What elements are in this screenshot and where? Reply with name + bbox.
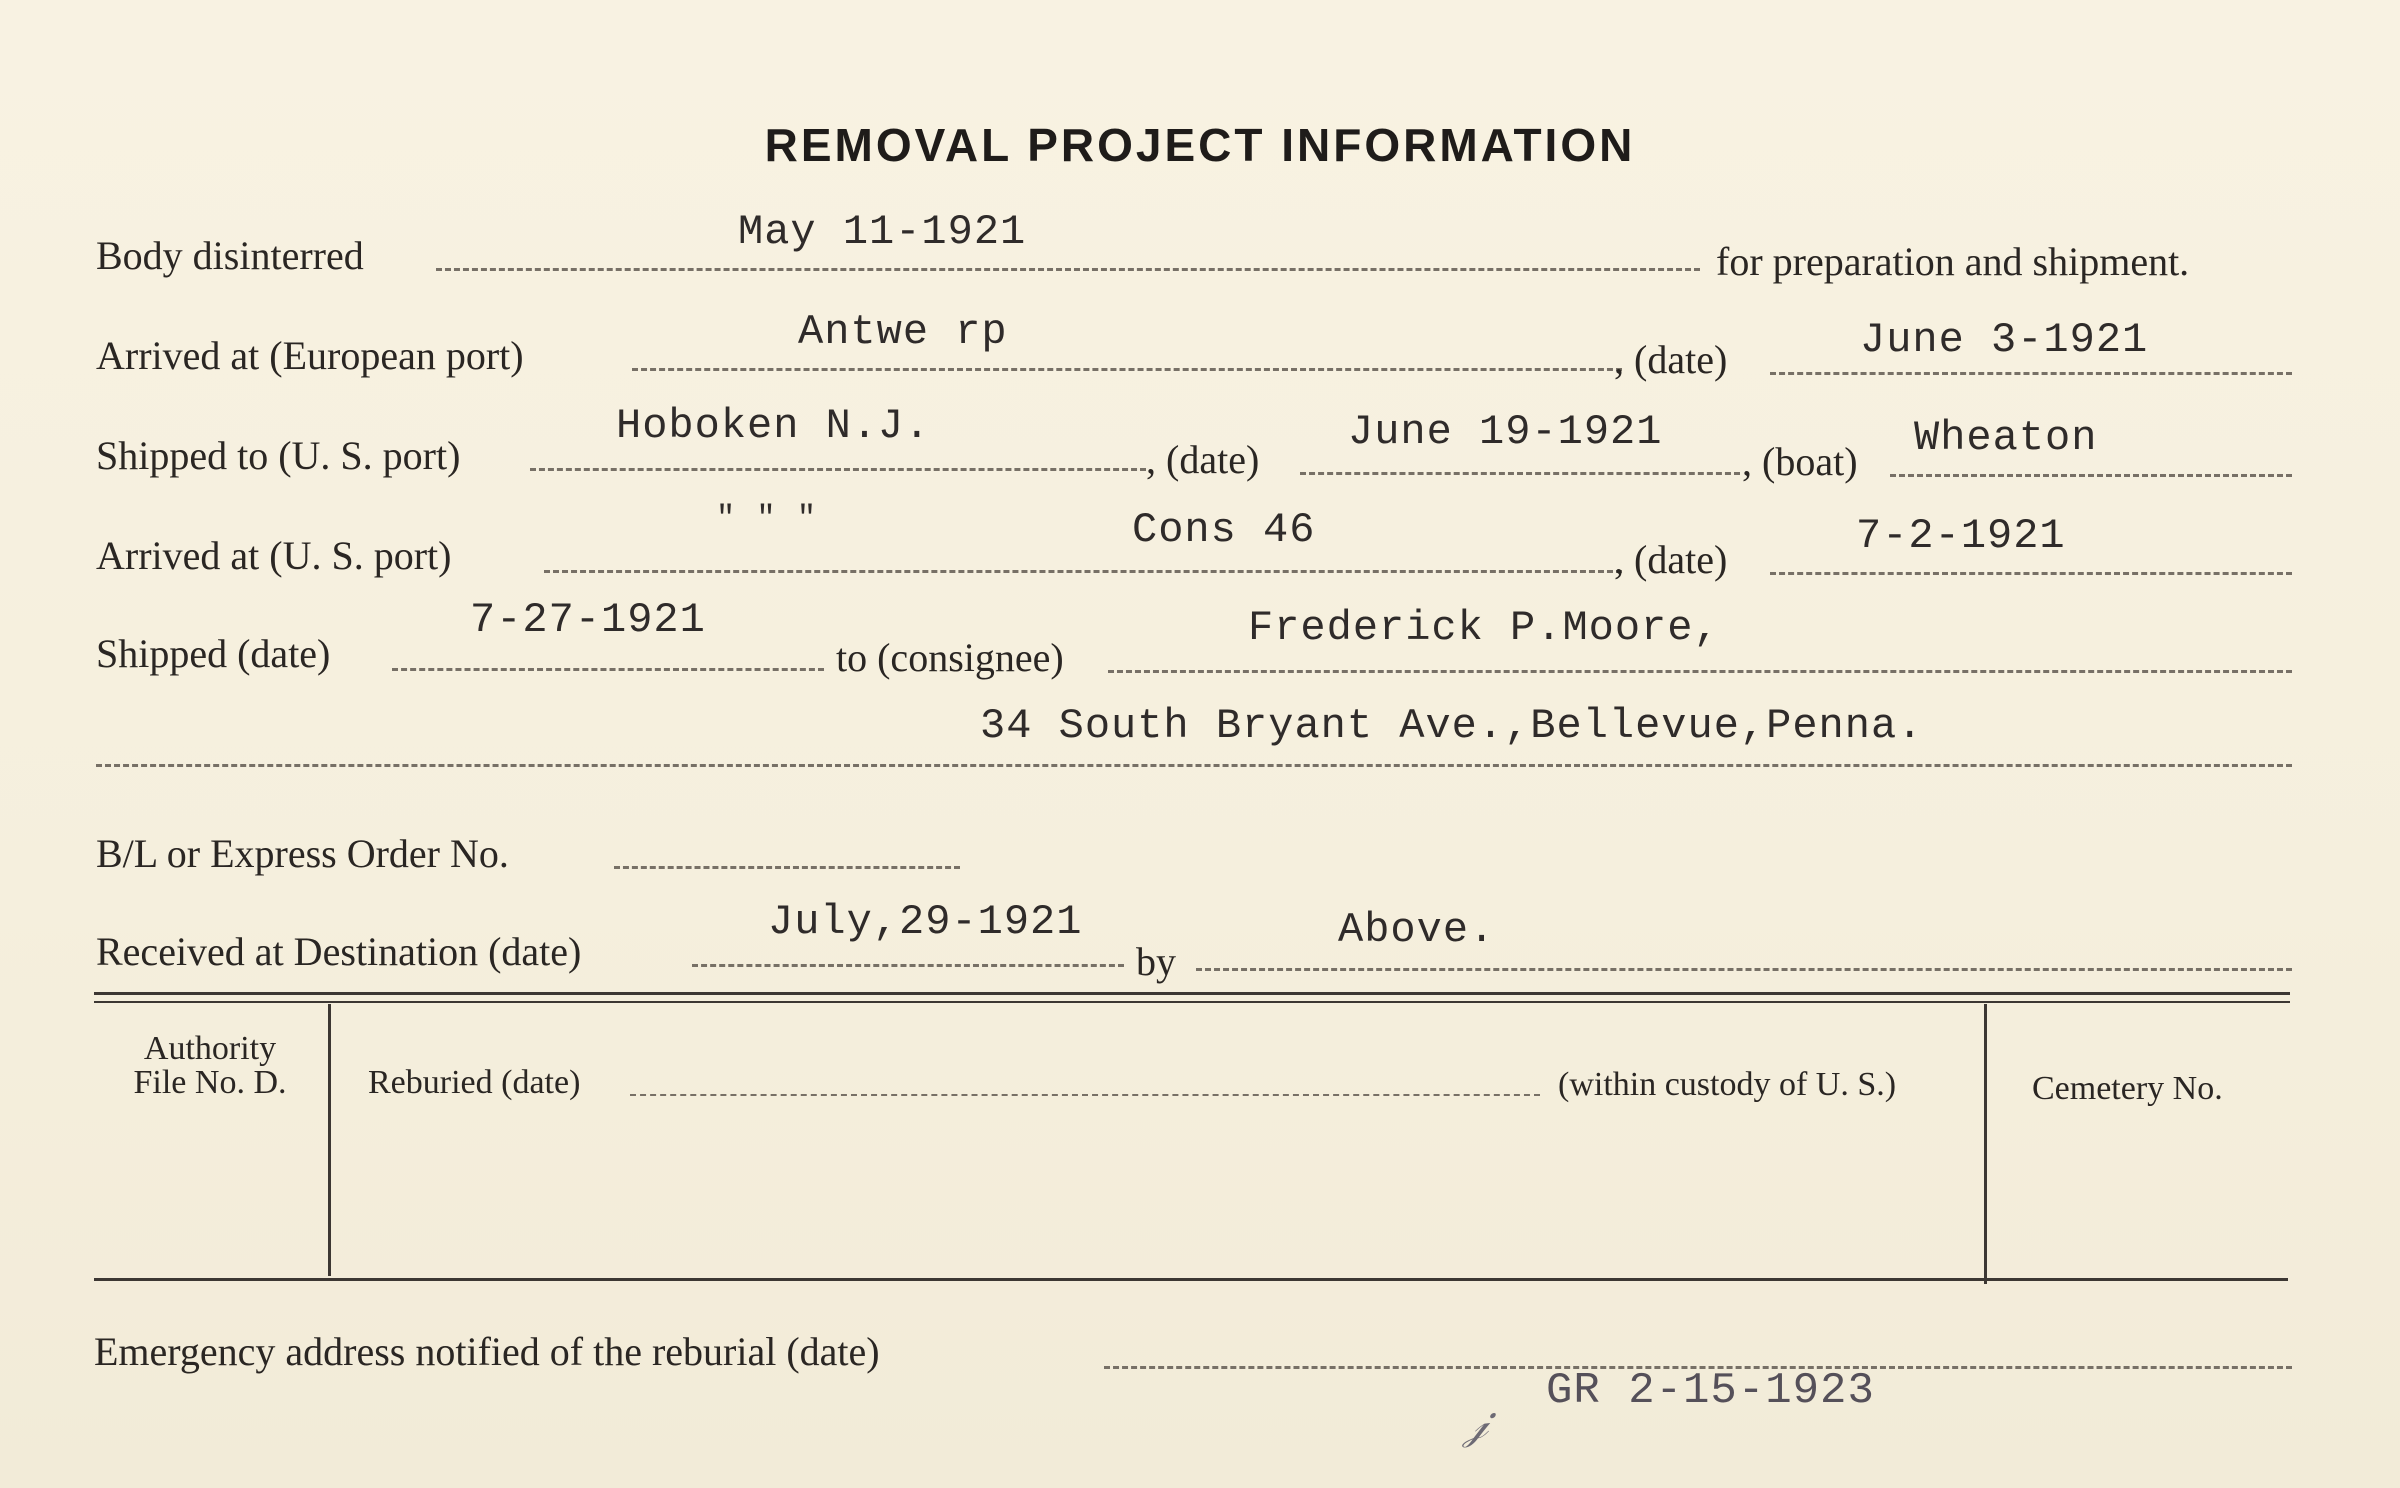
shipped-us-boat-label: , (boat) — [1742, 439, 1858, 484]
received-by-value: Above. — [1338, 906, 1496, 954]
card-title: REMOVAL PROJECT INFORMATION — [764, 119, 1636, 171]
authority-divider — [328, 1004, 331, 1276]
address-value: 34 South Bryant Ave.,Bellevue,Penna. — [980, 702, 1924, 750]
received-value: July,29-1921 — [768, 898, 1083, 946]
arrived-us-value: Cons 46 — [1132, 506, 1316, 554]
arrived-us-ditto: " " " — [716, 500, 818, 537]
body-disinterred-line — [436, 268, 1700, 271]
shipped-us-label: Shipped to (U. S. port) — [96, 433, 461, 478]
arrived-us-date-value: 7-2-1921 — [1856, 512, 2066, 560]
shipped-us-date-line — [1300, 472, 1740, 475]
reburied-line — [630, 1094, 1540, 1096]
received-by-line — [1196, 968, 2292, 971]
consignee-line — [1108, 670, 2292, 673]
received-line — [692, 964, 1124, 967]
body-disinterred-suffix: for preparation and shipment. — [1716, 239, 2190, 284]
consignee-label: to (consignee) — [836, 635, 1064, 680]
arrived-us-date-label: , (date) — [1614, 537, 1728, 582]
shipped-us-date-value: June 19-1921 — [1348, 408, 1663, 456]
shipped-date-value: 7-27-1921 — [470, 596, 706, 644]
consignee-value: Frederick P.Moore, — [1248, 604, 1720, 652]
emergency-label: Emergency address notified of the reburial (date) — [94, 1329, 880, 1374]
shipped-us-date-label: , (date) — [1146, 437, 1260, 482]
custody-label: (within custody of U. S.) — [1558, 1066, 1897, 1103]
received-label: Received at Destination (date) — [96, 929, 582, 974]
shipped-date-line — [392, 668, 824, 671]
bl-order-line — [614, 866, 960, 869]
shipped-us-boat-value: Wheaton — [1914, 414, 2098, 462]
arrived-european-date-value: June 3-1921 — [1860, 316, 2149, 364]
arrived-us-label: Arrived at (U. S. port) — [96, 533, 452, 578]
arrived-european-line — [632, 368, 1622, 371]
arrived-european-label: Arrived at (European port) — [96, 333, 524, 378]
bl-order-label: B/L or Express Order No. — [96, 831, 509, 876]
shipped-date-label: Shipped (date) — [96, 631, 331, 676]
shipped-us-line — [530, 468, 1146, 471]
arrived-us-line — [544, 570, 1622, 573]
double-rule-top — [94, 992, 2290, 995]
authority-label-line2: File No. D. — [133, 1064, 287, 1101]
shipped-us-boat-line — [1890, 474, 2292, 477]
handwritten-mark: 𝒿 — [1464, 1399, 1489, 1448]
double-rule-bottom — [94, 1001, 2290, 1003]
lower-box-bottom-rule — [94, 1278, 2288, 1281]
received-by-label: by — [1136, 939, 1176, 984]
shipped-us-value: Hoboken N.J. — [616, 402, 931, 450]
body-disinterred-value: May 11-1921 — [738, 208, 1027, 256]
body-disinterred-label: Body disinterred — [96, 233, 364, 278]
arrived-us-date-line — [1770, 572, 2292, 575]
authority-label-line1: Authority — [143, 1030, 277, 1067]
arrived-european-date-label: , (date) — [1614, 337, 1728, 382]
address-line — [96, 764, 2292, 767]
arrived-european-date-line — [1770, 372, 2292, 375]
reburied-label: Reburied (date) — [368, 1064, 581, 1101]
cemetery-divider — [1984, 1004, 1987, 1284]
emergency-value: GR 2-15-1923 — [1546, 1366, 1875, 1416]
arrived-european-value: Antwe rp — [798, 308, 1008, 356]
cemetery-label: Cemetery No. — [2032, 1070, 2223, 1107]
